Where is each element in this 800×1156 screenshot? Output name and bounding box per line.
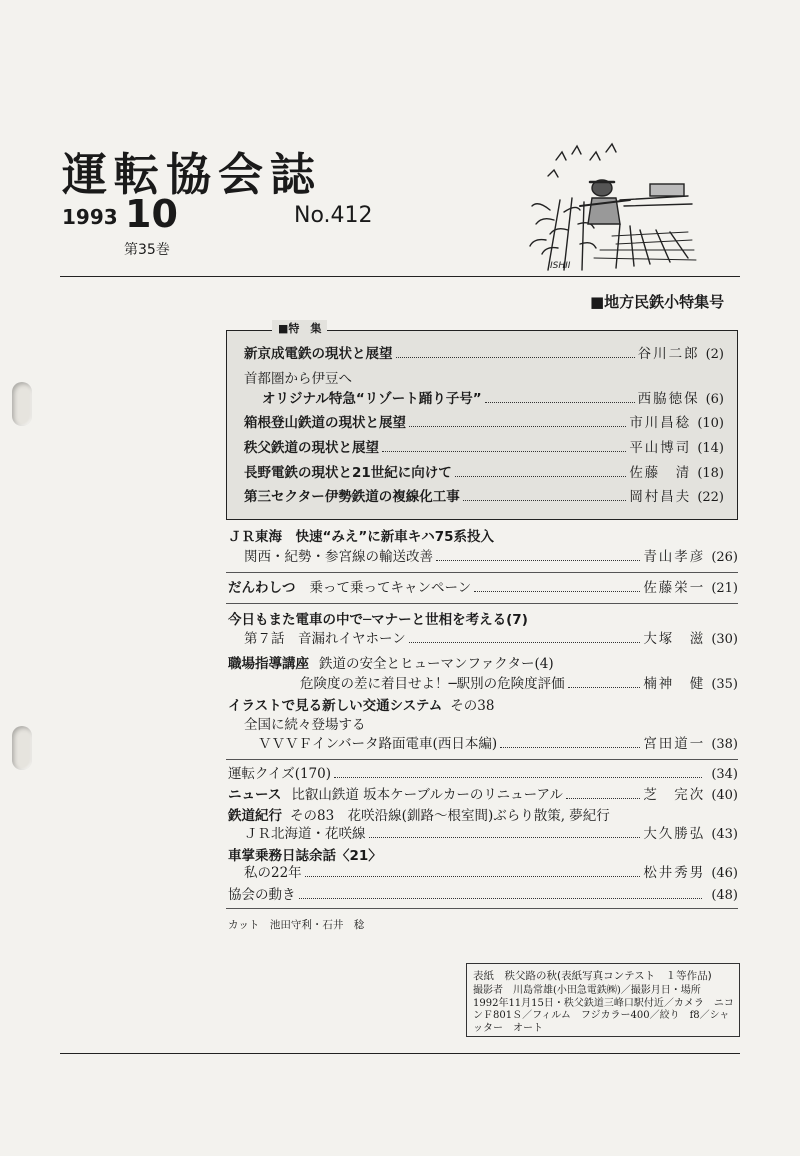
issue-year: 1993 [62,205,118,229]
section-divider [226,759,738,760]
toc-page: (34) [711,767,738,782]
toc-author: 平山博司 [629,440,692,456]
section-heading: 今日もまた電車の中で─マナーと世相を考える(7) [228,612,528,628]
toc-entry[interactable] [258,735,738,754]
leader-dots [299,898,703,899]
toc-entry[interactable] [228,765,738,784]
section-heading: 鉄道紀行 [228,808,282,824]
section-divider [226,908,738,909]
toc-page: (6) [705,392,724,407]
toc-page: (18) [697,466,724,481]
toc-page: (38) [711,737,738,752]
leader-dots [463,500,627,501]
toc-entry[interactable] [244,548,738,567]
toc-author: 宮田道一 [643,736,706,752]
leader-dots [500,747,640,748]
section-divider [226,603,738,604]
toc-entry[interactable] [228,579,738,598]
toc-entry[interactable] [244,488,724,507]
toc-page: (22) [697,490,724,505]
toc-title: 秩父鉄道の現状と展望 [244,440,379,456]
toc-entry[interactable] [244,630,738,649]
toc-title: 比叡山鉄道 坂本ケーブルカーのリニューアル [291,787,563,803]
toc-entry[interactable] [244,439,724,458]
illustration-credit: カット 池田守利・石井 稔 [228,919,365,931]
binder-hole-bottom [12,726,32,770]
toc-title: ＪＲ北海道・花咲線 [244,826,366,842]
toc-author: 市川昌稔 [629,415,692,431]
issue-number: No.412 [294,203,373,228]
toc-author: 大塚 滋 [643,631,706,647]
toc-author: 谷川二郎 [637,346,700,362]
toc-entry[interactable] [262,390,724,409]
cover-title: 表紙 秩父路の秋(表紙写真コンテスト １等作品) [473,970,712,982]
section-heading-row [228,697,494,715]
toc-title: 運転クイズ(170) [228,766,331,782]
leader-dots [409,642,641,643]
magazine-title: 運転協会誌 [62,148,323,201]
farmer-scarecrow-illustration [520,140,700,272]
toc-entry[interactable] [300,675,738,694]
toc-page: (30) [711,632,738,647]
illustration-signature: ISHII [550,261,571,271]
section-subheading: その38 [450,698,495,714]
toc-title: 長野電鉄の現状と21世紀に向けて [244,465,452,481]
issue-volume: 第35巻 [124,242,170,258]
section-divider [226,572,738,573]
toc-page: (48) [711,888,738,903]
toc-entry[interactable] [228,786,738,805]
toc-page: (46) [711,866,738,881]
leader-dots [396,357,635,358]
special-issue-label: ■地方民鉄小特集号 [590,293,725,311]
leader-dots [566,798,640,799]
section-heading-row [228,655,554,673]
section-subheading: その83 花咲沿線(釧路～根室間)ぶらり散策, 夢紀行 [290,808,610,824]
toc-entry[interactable] [244,864,738,883]
toc-page: (35) [711,677,738,692]
toc-author: 岡村昌夫 [629,489,692,505]
toc-page: (40) [711,788,738,803]
toc-entry[interactable] [228,886,738,905]
cover-info-box [466,963,740,1037]
toc-title: 協会の動き [228,887,296,903]
toc-title: 第三セクター伊勢鉄道の複線化工事 [244,489,460,505]
section-heading: 職場指導講座 [228,656,309,672]
leader-dots [334,777,702,778]
leader-dots [305,876,641,877]
toc-author: 芝 完次 [643,787,706,803]
section-heading: ＪＲ東海 快速“みえ”に新車キハ75系投入 [228,529,495,545]
leader-dots [455,476,627,477]
toc-author: 佐藤 清 [629,465,692,481]
leader-dots [409,426,626,427]
toc-page: (21) [711,581,738,596]
toc-page: (26) [711,550,738,565]
toc-title: 私の22年 [244,865,302,881]
header-rule [60,276,740,277]
issue-month: 10 [125,192,178,236]
section-heading: ニュース [228,787,282,803]
toc-entry[interactable] [244,414,724,433]
section-heading: だんわしつ [228,580,296,596]
leader-dots [568,687,641,688]
section-heading: 車掌乗務日誌余話〈21〉 [228,848,382,864]
toc-author: 西脇徳保 [637,391,700,407]
toc-author: 佐藤栄一 [643,580,706,596]
section-subheading: 鉄道の安全とヒューマンファクター(4) [319,656,554,672]
toc-subtitle: 首都圏から伊豆へ [244,371,352,387]
footer-rule [60,1053,740,1054]
leader-dots [382,451,626,452]
leader-dots [436,560,640,561]
toc-author: 楠神 健 [643,676,706,692]
toc-title: 第７話 音漏れイヤホーン [244,631,406,647]
toc-title: 危険度の差に着目せよ！─駅別の危険度評価 [300,676,565,692]
toc-page: (14) [697,441,724,456]
toc-title: 関西・紀勢・参宮線の輸送改善 [244,549,433,565]
toc-title: オリジナル特急“リゾート踊り子号” [262,391,482,407]
leader-dots [369,837,641,838]
toc-author: 青山孝彦 [643,549,706,565]
toc-author: 大久勝弘 [643,826,706,842]
toc-page: (43) [711,827,738,842]
section-heading: イラストで見る新しい交通システム [228,698,443,714]
leader-dots [485,402,635,403]
cover-description: 撮影者 川島常雄(小田急電鉄㈱)／撮影月日・場所 1992年11月15日・秩父鉄道三峰口駅付近／カメラ ニコンＦ801Ｓ／フィルム フジカラー400／絞り f8／シャッター オート [473,985,734,1034]
toc-entry[interactable] [244,345,724,364]
feature-heading: ■特 集 [272,320,327,336]
toc-title: 乗って乗ってキャンペーン [309,580,472,596]
binder-hole-top [12,382,32,426]
toc-title: 新京成電鉄の現状と展望 [244,346,393,362]
toc-entry[interactable] [244,464,724,483]
leader-dots [474,591,640,592]
toc-title: 箱根登山鉄道の現状と展望 [244,415,406,431]
toc-page: (10) [697,416,724,431]
toc-subtitle: 全国に続々登場する [244,717,366,733]
section-heading-row [228,807,610,825]
toc-page: (2) [705,347,724,362]
toc-author: 松井秀男 [643,865,706,881]
toc-entry[interactable] [244,825,738,844]
toc-title: ＶＶＶＦインバータ路面電車(西日本編) [258,736,498,752]
